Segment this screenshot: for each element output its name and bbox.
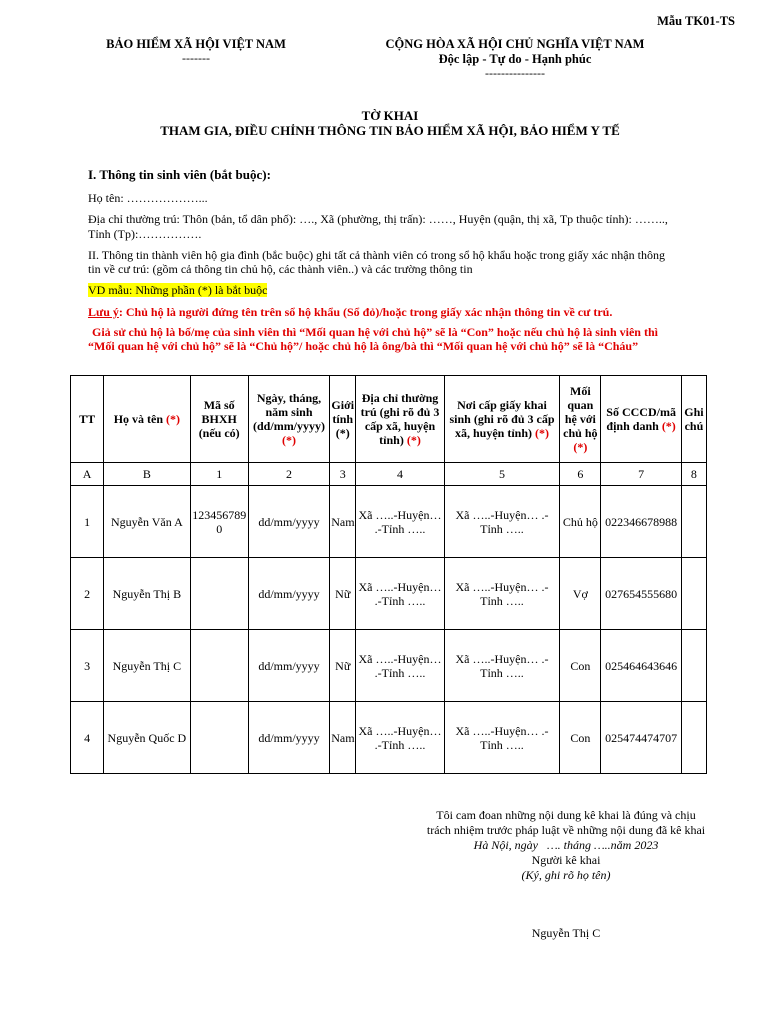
- table-row: [71, 630, 707, 702]
- agency-block: [90, 37, 302, 64]
- cell-note: [681, 486, 706, 558]
- cell-address: Xã …..-Huyện… .-Tỉnh …..: [356, 558, 444, 630]
- header-note: Ghi chú: [681, 376, 706, 463]
- nation-block: [360, 37, 670, 79]
- section2-line1: II. Thông tin thành viên hộ gia đình (bắc buộc) ghi tất cả thành viên có trong sổ hộ khẩu hoặc trong giấy xác nhận thông: [88, 248, 665, 262]
- example-note: [88, 283, 267, 298]
- student-name-line: Họ tên: ………………...: [88, 191, 208, 205]
- header-name: Họ và tên (*): [104, 376, 190, 463]
- declarant-role: Người kê khai: [531, 853, 601, 867]
- header-bhxh: Mã số BHXH (nếu có): [190, 376, 248, 463]
- place-date: Hà Nội, ngày …. tháng …..năm 2023: [473, 838, 659, 852]
- cell-dob: dd/mm/yyyy: [248, 702, 329, 774]
- cell-relation: Chủ hộ: [560, 486, 601, 558]
- header-dob: Ngày, tháng, năm sinh (dd/mm/yyyy) (*): [248, 376, 329, 463]
- table-row: [71, 486, 707, 558]
- note-line2: Giả sử chủ hộ là bố/mẹ của sinh viên thì “Mối quan hệ với chủ hộ” sẽ là “Con” hoặc nếu chủ hộ là sinh viên thì: [92, 325, 658, 339]
- cell-tt: 1: [71, 486, 104, 558]
- cell-relation: Vợ: [560, 558, 601, 630]
- note-line1: [88, 305, 612, 320]
- cell-name: Nguyễn Văn A: [104, 486, 190, 558]
- header-cccd: Số CCCD/mã định danh (*): [601, 376, 681, 463]
- section2-intro: [88, 248, 728, 276]
- cell-bhxh: [190, 702, 248, 774]
- index-cell: 3: [330, 463, 356, 486]
- section2-line2: tin về cư trú: (gồm cả thông tin chủ hộ, các thành viên..) và các trường thông tin: [88, 262, 473, 276]
- agency-divider: -------: [182, 51, 210, 65]
- table-row: [71, 702, 707, 774]
- section1-heading: I. Thông tin sinh viên (bắt buộc):: [88, 167, 271, 182]
- cell-bhxh: [190, 558, 248, 630]
- cell-bhxh: [190, 630, 248, 702]
- note-label: Lưu ý: [88, 305, 119, 319]
- index-cell: 1: [190, 463, 248, 486]
- nation-name: CỘNG HÒA XÃ HỘI CHỦ NGHĨA VIỆT NAM: [385, 37, 645, 51]
- declaration-line2: trách nhiệm trước pháp luật về những nội dung đã kê khai: [426, 823, 706, 837]
- cell-note: [681, 558, 706, 630]
- cell-relation: Con: [560, 630, 601, 702]
- nation-divider: ---------------: [485, 66, 545, 80]
- note-text: : Chủ hộ là người đứng tên trên sổ hộ khẩu (Sổ đỏ)/hoặc trong giấy xác nhận thông tin về cư trú.: [118, 305, 613, 319]
- cell-gender: Nam: [330, 486, 356, 558]
- cell-address: Xã …..-Huyện… .-Tỉnh …..: [356, 486, 444, 558]
- title-line2: THAM GIA, ĐIỀU CHỈNH THÔNG TIN BẢO HIỂM XÃ HỘI, BẢO HIỂM Y TẾ: [160, 123, 620, 138]
- index-cell: 8: [681, 463, 706, 486]
- cell-cccd: 025474474707: [601, 702, 681, 774]
- header-address: Địa chỉ thường trú (ghi rõ đủ 3 cấp xã, huyện tỉnh) (*): [356, 376, 444, 463]
- cell-cccd: 025464643646: [601, 630, 681, 702]
- cell-cccd: 027654555680: [601, 558, 681, 630]
- header-relation: Mối quan hệ với chủ hộ (*): [560, 376, 601, 463]
- table-index-row: [71, 463, 707, 486]
- cell-gender: Nữ: [330, 630, 356, 702]
- index-cell: 6: [560, 463, 601, 486]
- cell-birthplace: Xã …..-Huyện… .-Tỉnh …..: [444, 630, 560, 702]
- cell-name: Nguyễn Quốc D: [104, 702, 190, 774]
- cell-tt: 2: [71, 558, 104, 630]
- cell-note: [681, 630, 706, 702]
- index-cell: 4: [356, 463, 444, 486]
- cell-address: Xã …..-Huyện… .-Tỉnh …..: [356, 630, 444, 702]
- index-cell: 5: [444, 463, 560, 486]
- cell-note: [681, 702, 706, 774]
- header-gender: Giới tính (*): [330, 376, 356, 463]
- table-row: [71, 558, 707, 630]
- declaration-line1: Tôi cam đoan những nội dung kê khai là đúng và chịu: [436, 808, 696, 822]
- index-cell: 7: [601, 463, 681, 486]
- cell-cccd: 022346678988: [601, 486, 681, 558]
- sign-instruction: (Ký, ghi rõ họ tên): [521, 868, 611, 882]
- cell-name: Nguyễn Thị C: [104, 630, 190, 702]
- cell-birthplace: Xã …..-Huyện… .-Tỉnh …..: [444, 702, 560, 774]
- cell-address: Xã …..-Huyện… .-Tỉnh …..: [356, 702, 444, 774]
- address-line1: Địa chỉ thường trú: Thôn (bản, tổ dân phố): …., Xã (phường, thị trấn): ……, Huyện (quận, thị xã, Tp thuộc tỉnh): ……..,: [88, 212, 668, 226]
- cell-relation: Con: [560, 702, 601, 774]
- agency-name: BẢO HIỂM XÃ HỘI VIỆT NAM: [106, 37, 286, 51]
- example-note-text: VD mẫu: Những phần (*) là bắt buộc: [88, 283, 268, 297]
- cell-dob: dd/mm/yyyy: [248, 558, 329, 630]
- header-birthplace: Nơi cấp giấy khai sinh (ghi rõ đủ 3 cấp xã, huyện tỉnh) (*): [444, 376, 560, 463]
- form-title: [70, 108, 710, 138]
- nation-motto: Độc lập - Tự do - Hạnh phúc: [438, 52, 592, 66]
- header-tt: TT: [71, 376, 104, 463]
- cell-tt: 4: [71, 702, 104, 774]
- household-members-table: [70, 375, 707, 774]
- note-line3: “Mối quan hệ với chủ hộ” sẽ là “Chủ hộ”/ hoặc chủ hộ là ông/bà thì “Mối quan hệ với chủ hộ” sẽ là “Cháu”: [88, 339, 639, 353]
- cell-name: Nguyễn Thị B: [104, 558, 190, 630]
- signer-name: Nguyễn Thị C: [531, 926, 601, 940]
- cell-bhxh: 1234567890: [190, 486, 248, 558]
- note-example: [88, 325, 728, 353]
- cell-birthplace: Xã …..-Huyện… .-Tỉnh …..: [444, 486, 560, 558]
- table-header-row: [71, 376, 707, 463]
- index-cell: B: [104, 463, 190, 486]
- title-line1: TỜ KHAI: [361, 108, 419, 123]
- cell-tt: 3: [71, 630, 104, 702]
- cell-gender: Nam: [330, 702, 356, 774]
- index-cell: 2: [248, 463, 329, 486]
- address-line2: Tỉnh (Tp):…………….: [88, 227, 202, 241]
- cell-birthplace: Xã …..-Huyện… .-Tỉnh …..: [444, 558, 560, 630]
- cell-dob: dd/mm/yyyy: [248, 486, 329, 558]
- cell-dob: dd/mm/yyyy: [248, 630, 329, 702]
- cell-gender: Nữ: [330, 558, 356, 630]
- student-address: [88, 212, 728, 242]
- declaration-block: [395, 808, 737, 883]
- index-cell: A: [71, 463, 104, 486]
- form-code: Mẫu TK01-TS: [657, 14, 735, 28]
